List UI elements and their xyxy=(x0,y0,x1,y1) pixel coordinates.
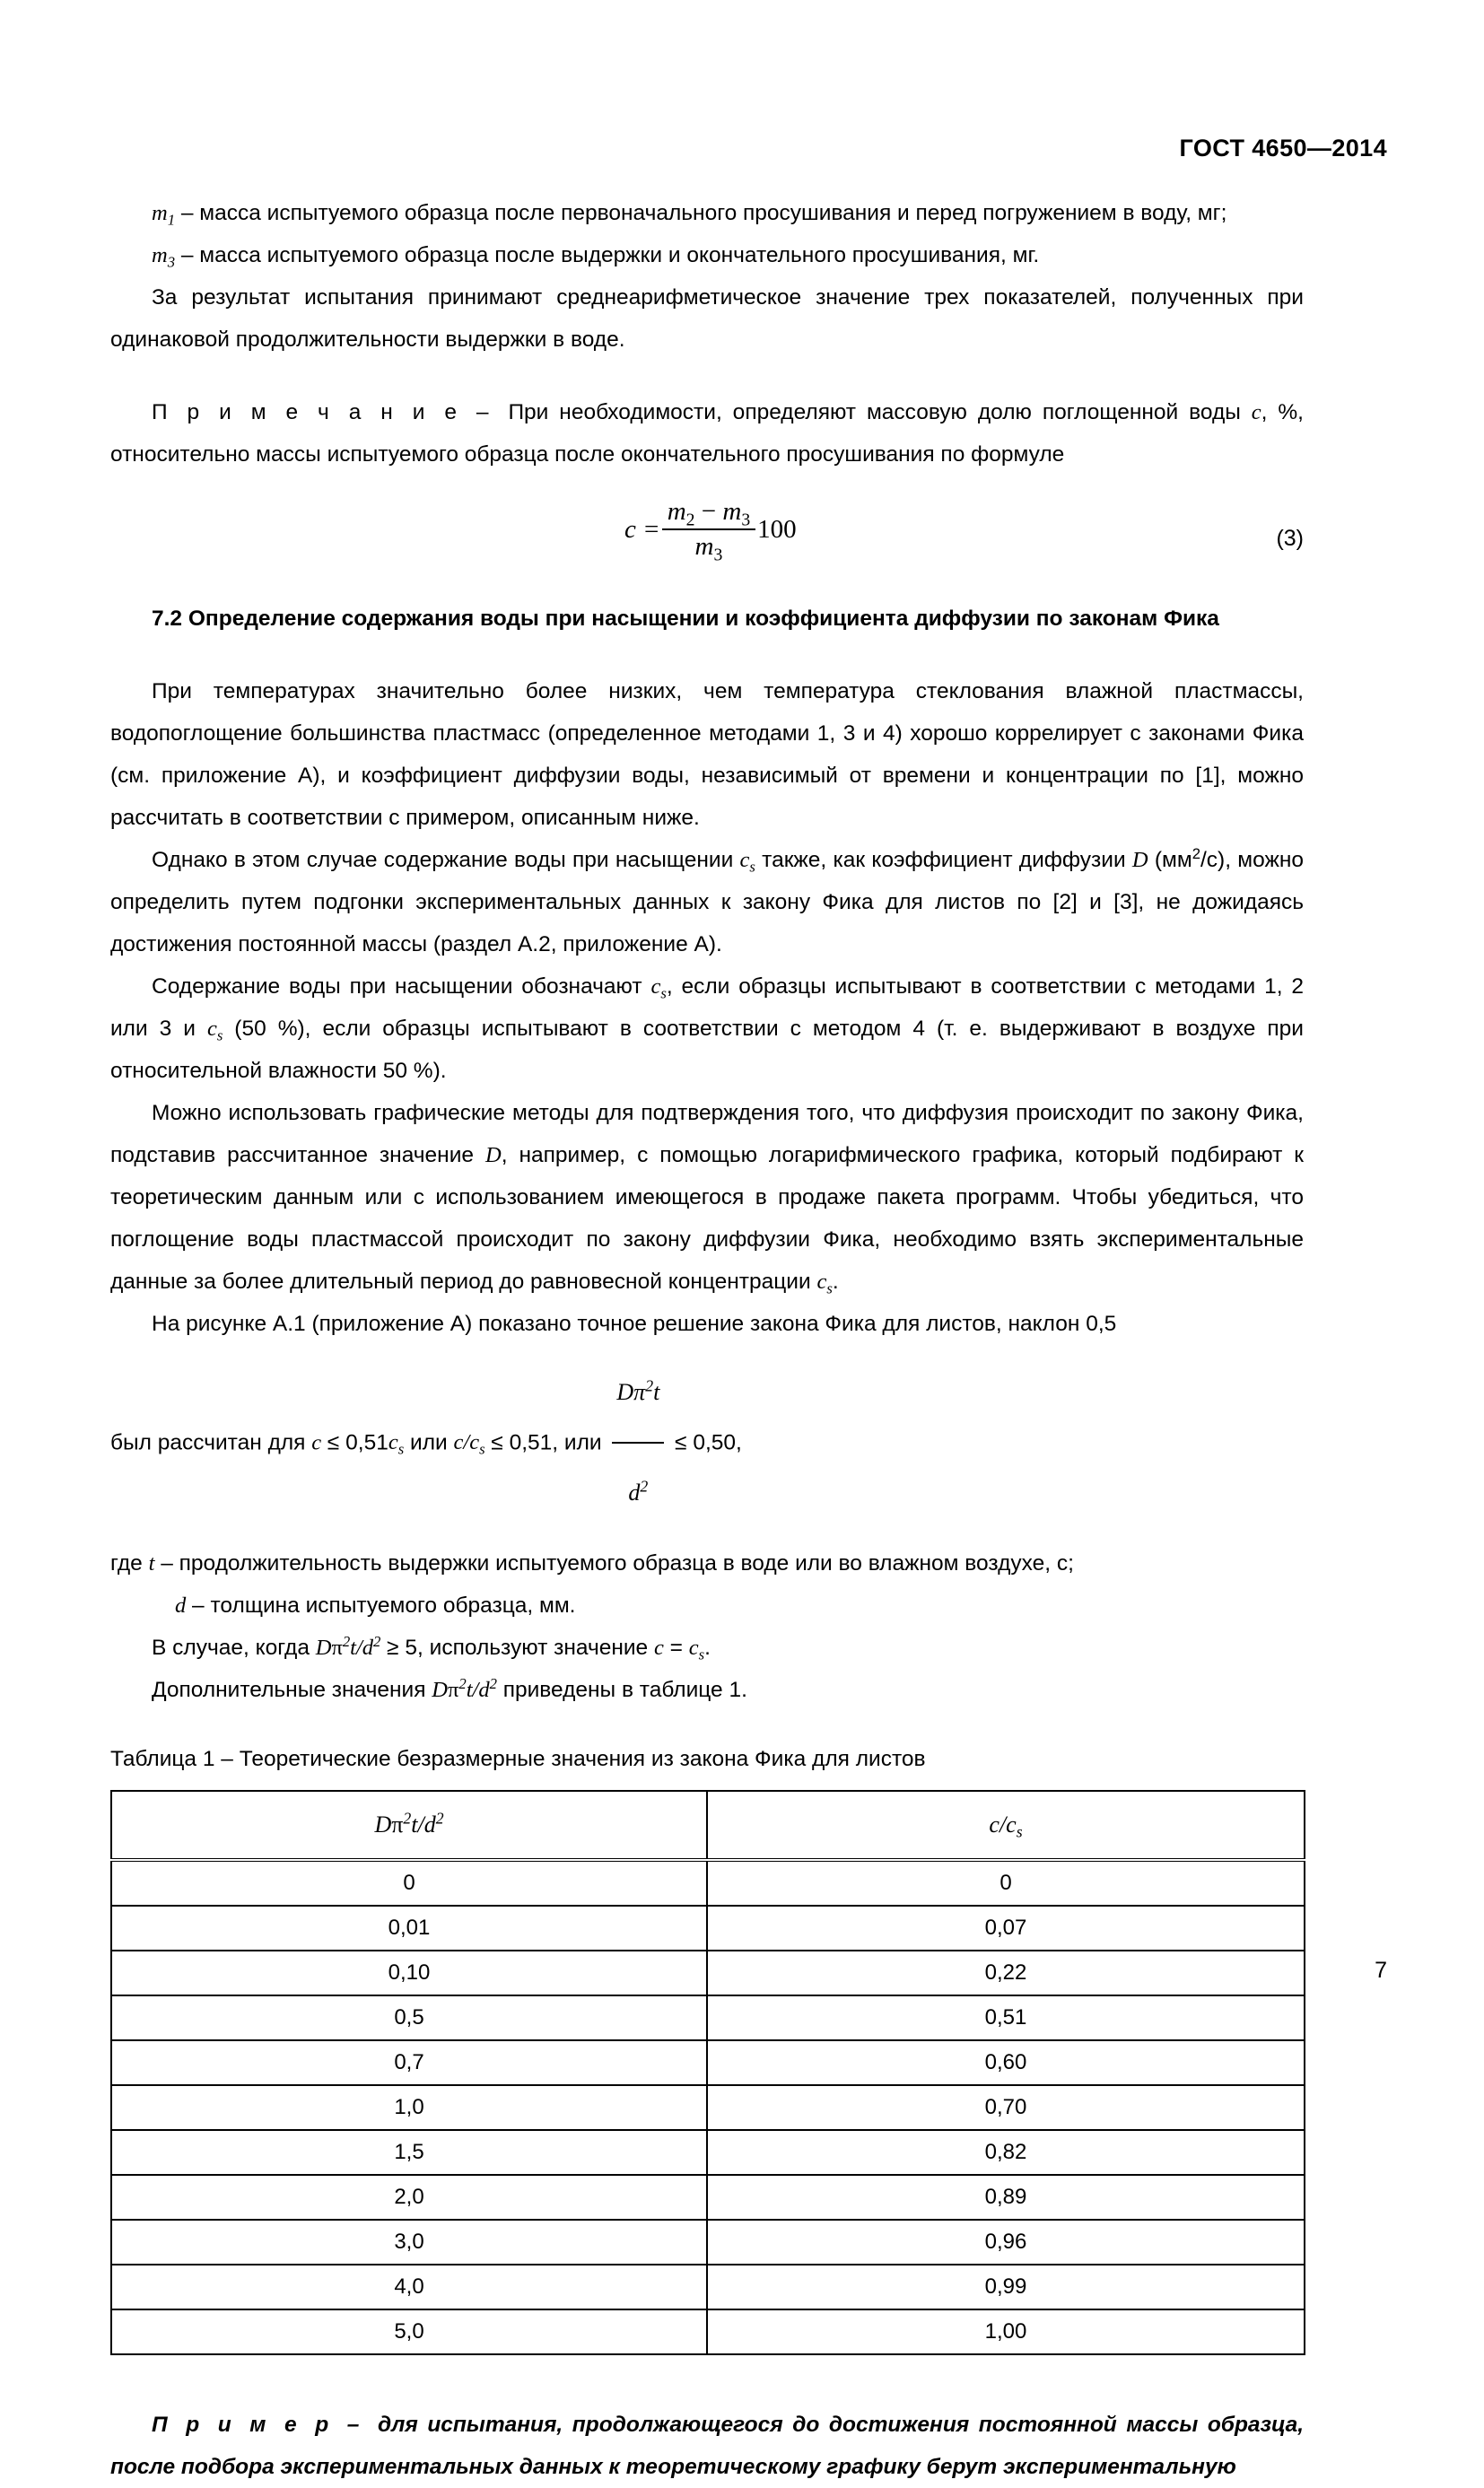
definition-m1-symbol: $m_1$ xyxy=(152,201,176,229)
symbol-cs: $c_s$ xyxy=(739,848,755,876)
table-row xyxy=(111,1951,1305,1995)
paragraph-body-6: был рассчитан для $c \le 0,51c_s$ или $c/c_s \le 0,51$, или $\frac{D\pi^2t}{d^2}$ ≤ 0,50, xyxy=(110,1345,1304,1542)
table-header-dpi2t-d2: $D\pi^2t/d^2$ xyxy=(111,1791,707,1860)
table-row xyxy=(111,1995,1305,2040)
cell-x: 1,5 xyxy=(111,2130,707,2175)
definition-m3 xyxy=(110,234,1304,276)
fraction-denominator: $d^2$ xyxy=(628,1477,649,1506)
paragraph-body-8: Дополнительные значения $D\pi^2t/d^2$ приведены в таблице 1. xyxy=(152,1674,747,1702)
expression-dpi2t-d2-2: $D\pi^2t/d^2$ xyxy=(432,1674,497,1702)
fraction-dpi2t-over-d2 xyxy=(612,1344,664,1541)
where-t: где t – продолжительность выдержки испытуемого образца в воде или во влажном воздухе, с; xyxy=(110,1551,1074,1576)
cell-y: 0,82 xyxy=(707,2130,1305,2175)
example-text: для испытания, продолжающегося до достижения постоянной массы образца, после подбора экспериментальных данных к теоретическому графику берут экспериментальную xyxy=(110,2413,1304,2479)
symbol-d: d xyxy=(175,1593,187,1618)
table-row xyxy=(111,1906,1305,1951)
paragraph-body-7: В случае, когда $D\pi^2t/d^2 \ge 5$, используют значение $c = c_s$. xyxy=(152,1632,711,1663)
cell-y: 0 xyxy=(707,1860,1305,1906)
table-body xyxy=(111,1860,1305,2354)
symbol-c: c xyxy=(311,1430,322,1455)
cell-x: 5,0 xyxy=(111,2309,707,2354)
document-header-standard-code: ГОСТ 4650—2014 xyxy=(1179,135,1387,162)
document-body xyxy=(110,192,1304,2488)
cell-y: 0,07 xyxy=(707,1906,1305,1951)
ratio-c-over-cs: $c/c_s$ xyxy=(453,1430,485,1458)
cell-x: 0,5 xyxy=(111,1995,707,2040)
symbol-cs-6: $c_s$ xyxy=(688,1636,705,1663)
fick-values-table xyxy=(110,1790,1305,2355)
formula-3-block xyxy=(110,492,1304,598)
formula-3-denominator: $m_3$ xyxy=(694,532,723,565)
cell-y: 0,60 xyxy=(707,2040,1305,2085)
table-caption: Таблица 1 – Теоретические безразмерные значения из закона Фика для листов xyxy=(110,1747,926,1771)
cell-y: 0,70 xyxy=(707,2085,1305,2130)
cell-y: 0,89 xyxy=(707,2175,1305,2220)
cell-x: 0 xyxy=(111,1860,707,1906)
paragraph-body-3: Содержание воды при насыщении обозначают $c_s$, если образцы испытывают в соответствии с методами 1, 2 или 3 и $c_s$ (50 %), если образцы испытывают в соответствии с методом 4 (т. е. выдерживают в воздухе при относительной влажности 50 %). xyxy=(110,974,1304,1083)
cell-x: 4,0 xyxy=(111,2265,707,2309)
formula-3-factor: 100 xyxy=(757,514,797,544)
table-row xyxy=(111,2309,1305,2354)
formula-3-fraction xyxy=(662,497,755,565)
symbol-cs-4: $c_s$ xyxy=(816,1270,833,1297)
cell-x: 0,7 xyxy=(111,2040,707,2085)
definition-m3-text: – масса испытуемого образца после выдержки и окончательного просушивания, мг. xyxy=(175,243,1040,267)
cell-y: 0,99 xyxy=(707,2265,1305,2309)
section-title: Определение содержания воды при насыщении и коэффициента диффузии по законам Фика xyxy=(188,607,1219,631)
definition-m1 xyxy=(110,192,1304,234)
symbol-cs-3: $c_s$ xyxy=(206,1017,223,1044)
formula-3 xyxy=(624,497,797,565)
definition-m1-text: – масса испытуемого образца после первоначального просушивания и перед погружением в воду, мг; xyxy=(175,201,1227,225)
paragraph-body-4: Можно использовать графические методы для подтверждения того, что диффузия происходит по закону Фика, подставив рассчитанное значение D, например, с помощью логарифмического графика, который подбирают к теоретическим данным или с использованием имеющегося в продаже пакета программ. Чтобы убедиться, что поглощение воды пластмассой происходит по закону диффузии Фика, необходимо взять экспериментальные данные за более длительный период до равновесной концентрации $c_s$. xyxy=(110,1101,1304,1297)
cell-x: 1,0 xyxy=(111,2085,707,2130)
table-row xyxy=(111,2040,1305,2085)
table-row xyxy=(111,2175,1305,2220)
symbol-t: t xyxy=(148,1551,155,1576)
symbol-cs-5: $c_s$ xyxy=(388,1430,405,1458)
note-symbol-c: c xyxy=(1251,400,1261,424)
table-row xyxy=(111,2130,1305,2175)
paragraph-body-5: На рисунке А.1 (приложение А) показано точное решение закона Фика для листов, наклон 0,5 xyxy=(152,1312,1117,1336)
table-header-c-cs: $c/c_s$ xyxy=(707,1791,1305,1860)
table-row xyxy=(111,1860,1305,1906)
where-d: d – толщина испытуемого образца, мм. xyxy=(175,1593,576,1618)
fraction-numerator: $D\pi^2t$ xyxy=(616,1376,660,1405)
cell-y: 1,00 xyxy=(707,2309,1305,2354)
table-row xyxy=(111,2085,1305,2130)
cell-y: 0,96 xyxy=(707,2220,1305,2265)
paragraph-note xyxy=(110,391,1304,476)
table-row xyxy=(111,2220,1305,2265)
paragraph-body-1: При температурах значительно более низких, чем температура стеклования влажной пластмассы, водопоглощение большинства пластмасс (определенное методами 1, 3 и 4) хорошо коррелирует с законами Фика (см. приложение А), и коэффициент диффузии воды, независимый от времени и концентрации по [1], можно рассчитать в соответствии с примером, описанным ниже. xyxy=(110,679,1304,830)
section-number: 7.2 xyxy=(152,607,183,631)
example-label: П р и м е р – xyxy=(152,2413,378,2437)
table-header-row xyxy=(111,1791,1305,1860)
paragraph-body-2: Однако в этом случае содержание воды при насыщении $c_s$ также, как коэффициент диффузии D $(мм^2/с)$, можно определить путем подгонки экспериментальных данных к закону Фика для листов по [2] и [3], не дожидаясь достижения постоянной массы (раздел А.2, приложение А). xyxy=(110,844,1304,956)
example-paragraph xyxy=(110,2404,1304,2488)
expression-dpi2t-d2: $D\pi^2t/d^2$ xyxy=(315,1632,381,1660)
paragraph-result: За результат испытания принимают среднеарифметическое значение трех показателей, полученных при одинаковой продолжительности выдержки в воде. xyxy=(110,285,1304,352)
formula-3-lhs: c = xyxy=(624,514,660,544)
note-body-1: При необходимости, определяют массовую долю поглощенной воды xyxy=(508,400,1252,424)
cell-x: 3,0 xyxy=(111,2220,707,2265)
symbol-c-2: c xyxy=(654,1636,664,1660)
table-row xyxy=(111,2265,1305,2309)
symbol-cs-2: $c_s$ xyxy=(650,974,667,1002)
symbol-D-2: D xyxy=(485,1143,502,1167)
symbol-D: D xyxy=(1131,848,1148,872)
cell-x: 0,10 xyxy=(111,1951,707,1995)
cell-x: 0,01 xyxy=(111,1906,707,1951)
cell-x: 2,0 xyxy=(111,2175,707,2220)
definition-m3-symbol: $m_3$ xyxy=(152,243,176,271)
note-body-2: , %, относительно массы испытуемого образца после окончательного просушивания по формуле xyxy=(110,400,1304,467)
section-heading-7-2 xyxy=(110,598,1304,640)
formula-3-number: (3) xyxy=(1276,526,1304,551)
mm-squared-exponent: 2 xyxy=(1192,844,1200,862)
formula-3-numerator: $m_2 - m_3$ xyxy=(667,497,751,530)
cell-y: 0,51 xyxy=(707,1995,1305,2040)
page-number: 7 xyxy=(1375,1958,1387,1983)
note-label: П р и м е ч а н и е – xyxy=(152,400,509,424)
cell-y: 0,22 xyxy=(707,1951,1305,1995)
